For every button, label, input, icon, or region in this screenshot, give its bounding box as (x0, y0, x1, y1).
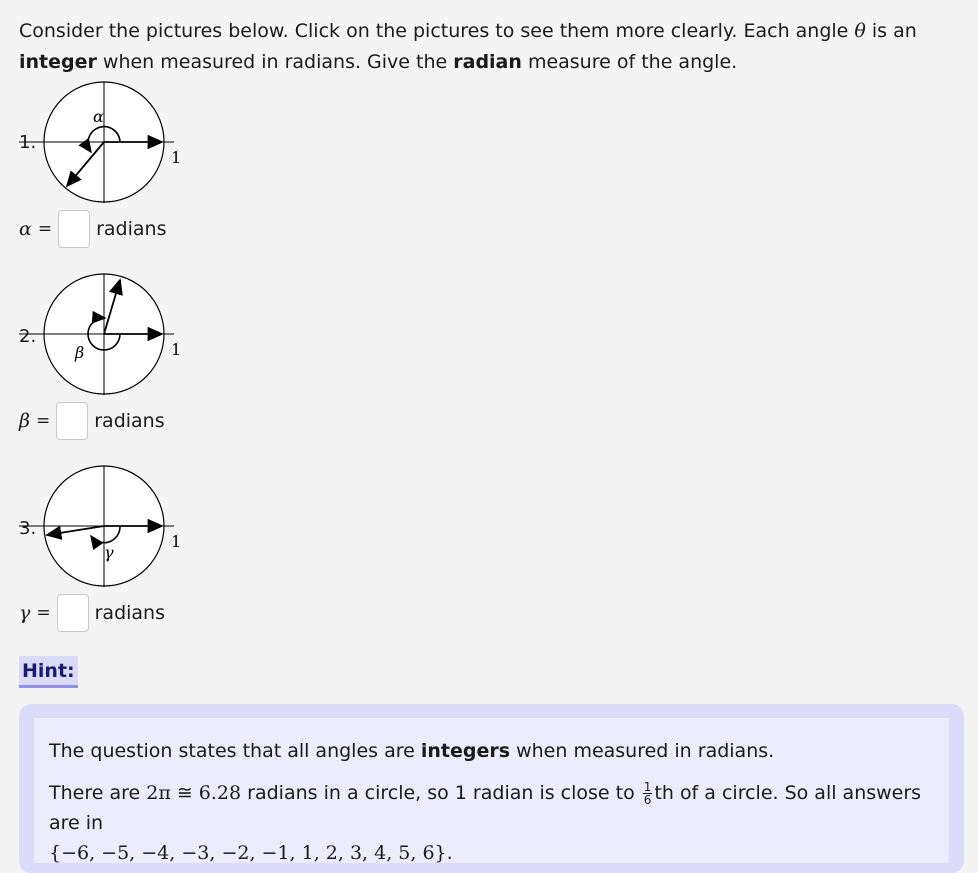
problem-number: 2. (19, 326, 37, 347)
unit-label: radians (96, 218, 167, 240)
radian-emphasis: radian (453, 51, 522, 73)
problem-number: 3. (19, 518, 37, 539)
theta-symbol: θ (854, 20, 866, 42)
beta-variable: β (19, 410, 30, 432)
unit-label: radians (94, 410, 165, 432)
radius-label: 1 (171, 532, 182, 551)
one-sixth-fraction (643, 781, 653, 806)
intro-text-3: when measured in radians. Give the (96, 51, 454, 73)
angle-gamma-figure[interactable] (19, 464, 189, 589)
gamma-label: γ (104, 543, 114, 562)
hint-toggle-button[interactable]: Hint: (19, 656, 78, 688)
radius-label: 1 (171, 340, 182, 359)
alpha-answer-row (19, 208, 166, 250)
answer-set: {−6, −5, −4, −3, −2, −1, 1, 2, 3, 4, 5, 6} (49, 842, 447, 864)
beta-answer-row (19, 400, 165, 442)
hint-text: radians in a circle, so 1 radian is close to (241, 782, 641, 804)
hint-text: There are (49, 782, 147, 804)
question-text (19, 16, 959, 78)
integer-emphasis: integer (19, 51, 97, 73)
two-pi-approx: 2π ≅ 6.28 (146, 782, 242, 804)
equals-sign: = (37, 219, 53, 239)
hint-panel (19, 704, 964, 873)
hint-text: th of a circle. So all answers are in (49, 782, 922, 834)
unit-label: radians (94, 602, 165, 624)
fraction-numerator: 1 (643, 780, 652, 794)
hint-text: . (446, 842, 453, 864)
intro-text-4: measure of the angle. (521, 51, 738, 73)
equals-sign: = (36, 603, 51, 623)
equals-sign: = (35, 411, 51, 431)
radius-label: 1 (171, 148, 182, 167)
hint-text: when measured in radians. (510, 740, 775, 762)
hint-content (34, 718, 949, 863)
intro-text-2: is an (865, 20, 917, 42)
angle-alpha-figure[interactable] (19, 80, 189, 205)
hint-text: The question states that all angles are (49, 740, 421, 762)
alpha-answer-input[interactable] (58, 210, 90, 248)
gamma-variable: γ (19, 602, 31, 624)
hint-line-1 (49, 736, 934, 766)
hint-line-2 (49, 778, 934, 868)
beta-answer-input[interactable] (56, 402, 88, 440)
beta-label: β (75, 343, 85, 362)
fraction-denominator: 6 (643, 793, 652, 807)
problem-number: 1. (19, 132, 37, 153)
alpha-variable: α (19, 218, 32, 240)
integers-emphasis: integers (420, 740, 511, 762)
gamma-answer-row (19, 592, 165, 634)
gamma-answer-input[interactable] (57, 594, 89, 632)
angle-beta-figure[interactable] (19, 272, 189, 397)
alpha-label: α (93, 107, 104, 126)
intro-text-1: Consider the pictures below. Click on the pictures to see them more clearly. Each angle (19, 20, 855, 42)
